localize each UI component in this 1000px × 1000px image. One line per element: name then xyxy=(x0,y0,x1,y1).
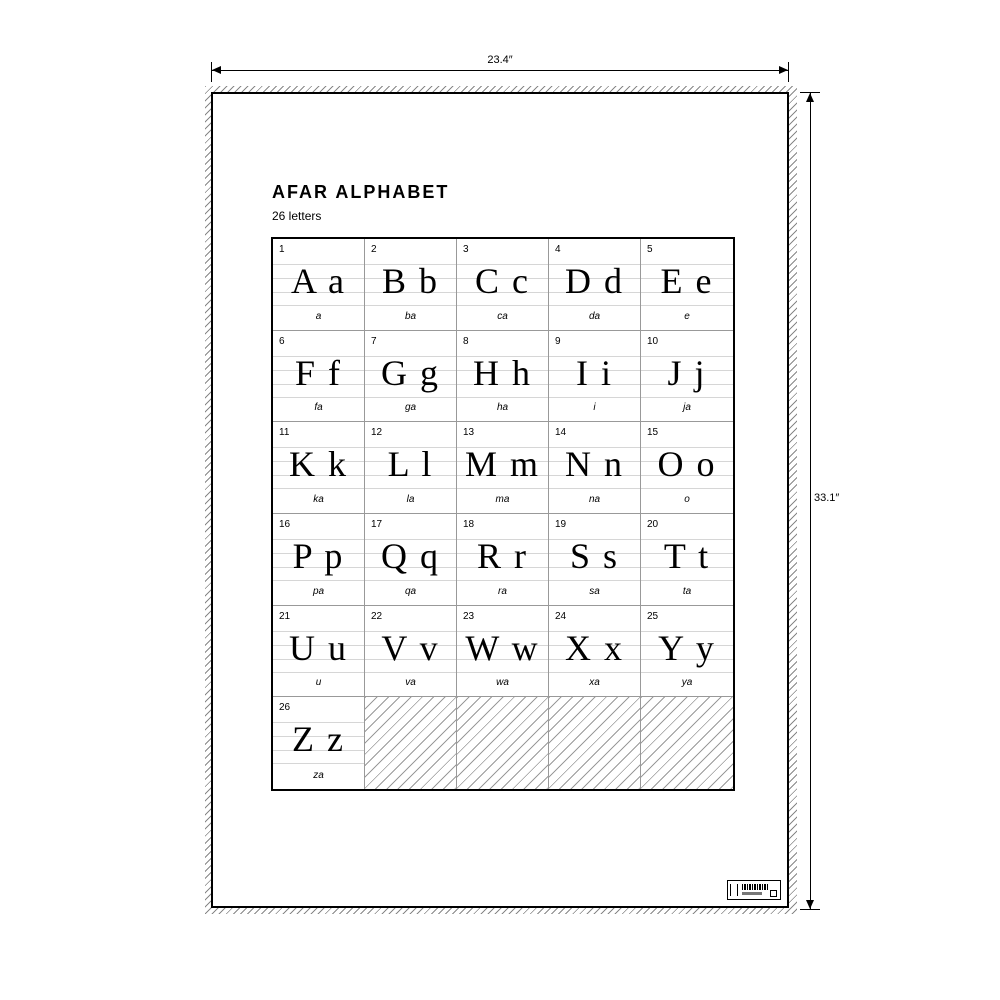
letter-sound: za xyxy=(313,769,324,781)
poster-title: AFAR ALPHABET xyxy=(272,182,450,202)
letter-number: 18 xyxy=(463,518,475,530)
letter-glyphs: G g xyxy=(381,352,440,393)
letter-sound: fa xyxy=(314,402,323,414)
letter-number: 2 xyxy=(371,244,377,255)
letter-sound: ca xyxy=(497,310,508,322)
letter-glyphs: N n xyxy=(565,444,624,485)
letter-glyphs: Q q xyxy=(381,535,440,576)
letter-glyphs: V v xyxy=(381,627,440,668)
width-dimension xyxy=(211,54,789,80)
empty-cell xyxy=(457,697,549,789)
letter-sound: na xyxy=(588,493,601,505)
empty-cell xyxy=(641,697,733,789)
letter-glyphs: F f xyxy=(294,352,342,393)
letter-cell xyxy=(365,514,457,606)
barcode-icon xyxy=(742,884,768,890)
letter-number: 19 xyxy=(555,518,567,530)
letter-sound: sa xyxy=(589,585,600,597)
letter-sound: i xyxy=(593,402,596,414)
letter-sound: pa xyxy=(312,585,325,597)
letter-sound: ya xyxy=(681,677,693,689)
letter-sound: ta xyxy=(682,585,692,597)
letter-cell xyxy=(641,606,733,698)
letter-sound: la xyxy=(406,493,415,505)
label-mark xyxy=(730,884,738,896)
letter-number: 10 xyxy=(647,335,659,347)
letter-cell xyxy=(365,606,457,698)
barcode-label xyxy=(727,880,781,900)
letter-number: 23 xyxy=(463,610,475,622)
letter-cell xyxy=(641,514,733,606)
letter-sound: ma xyxy=(495,493,510,505)
label-box-icon xyxy=(770,890,777,897)
letter-number: 25 xyxy=(647,610,659,622)
letter-sound: va xyxy=(405,677,416,689)
letter-cell xyxy=(273,514,365,606)
letter-glyphs: X x xyxy=(565,627,624,668)
arrow-down-icon xyxy=(806,900,814,909)
letter-sound: wa xyxy=(496,677,509,689)
letter-glyphs: J j xyxy=(667,352,707,393)
letter-number: 6 xyxy=(279,335,285,347)
height-dimension xyxy=(800,92,840,910)
poster-subtitle: 26 letters xyxy=(272,209,322,223)
alphabet-grid xyxy=(271,237,735,791)
letter-cell xyxy=(457,239,549,331)
letter-number: 14 xyxy=(555,427,567,439)
letter-cell xyxy=(549,422,641,514)
letter-sound: ha xyxy=(496,402,509,414)
letter-sound: ra xyxy=(498,585,507,597)
letter-cell xyxy=(273,697,365,789)
letter-glyphs: T t xyxy=(663,535,711,576)
letter-cell xyxy=(549,331,641,423)
letter-cell xyxy=(549,239,641,331)
letter-sound: xa xyxy=(589,677,600,689)
letter-number: 5 xyxy=(647,244,653,255)
letter-number: 12 xyxy=(371,427,383,439)
letter-sound: ka xyxy=(313,493,324,505)
letter-cell xyxy=(273,331,365,423)
letter-glyphs: L l xyxy=(387,444,434,485)
width-dimension-label: 23.4″ xyxy=(487,54,513,66)
letter-number: 15 xyxy=(647,427,659,439)
letter-glyphs: H h xyxy=(473,352,532,393)
letter-cell xyxy=(549,514,641,606)
letter-sound: da xyxy=(588,310,601,322)
letter-cell xyxy=(457,514,549,606)
letter-number: 8 xyxy=(463,335,469,347)
letter-number: 17 xyxy=(371,518,383,530)
letter-cell xyxy=(549,606,641,698)
letter-number: 1 xyxy=(279,244,285,255)
letter-glyphs: C c xyxy=(475,261,530,301)
letter-number: 7 xyxy=(371,335,377,347)
letter-cell xyxy=(365,239,457,331)
letter-glyphs: D d xyxy=(565,261,624,301)
letter-glyphs: Y y xyxy=(658,627,716,668)
letter-sound: a xyxy=(315,310,322,322)
letter-glyphs: R r xyxy=(477,535,528,576)
width-dimension-line xyxy=(211,70,789,71)
letter-glyphs: S s xyxy=(569,535,620,576)
letter-glyphs: B b xyxy=(381,261,439,301)
letter-cell xyxy=(457,331,549,423)
letter-number: 3 xyxy=(463,244,469,255)
label-code-strip xyxy=(742,892,762,895)
letter-cell xyxy=(365,331,457,423)
height-dimension-line xyxy=(810,92,811,910)
letter-cell xyxy=(273,606,365,698)
letter-number: 21 xyxy=(279,610,291,622)
empty-cell xyxy=(365,697,457,789)
letter-cell xyxy=(641,422,733,514)
letter-glyphs: Z z xyxy=(292,719,345,760)
letter-sound: e xyxy=(684,310,690,322)
letter-glyphs: I i xyxy=(576,352,613,393)
letter-number: 16 xyxy=(279,518,291,530)
letter-sound: ga xyxy=(404,402,417,414)
letter-sound: ja xyxy=(683,402,691,414)
letter-cell xyxy=(365,422,457,514)
letter-sound: ba xyxy=(404,310,417,322)
letter-sound: qa xyxy=(404,585,417,597)
letter-number: 4 xyxy=(555,244,561,255)
letter-number: 11 xyxy=(279,427,290,439)
letter-cell xyxy=(273,239,365,331)
letter-glyphs: K k xyxy=(289,444,348,485)
letter-cell xyxy=(457,606,549,698)
arrow-left-icon xyxy=(212,66,221,74)
letter-cell xyxy=(641,239,733,331)
letter-cell xyxy=(273,422,365,514)
letter-sound: o xyxy=(684,493,690,505)
letter-glyphs: W w xyxy=(465,627,540,668)
letter-glyphs: E e xyxy=(660,261,714,301)
height-dimension-tick-bottom xyxy=(800,909,820,910)
letter-glyphs: O o xyxy=(657,444,717,485)
letter-number: 13 xyxy=(463,427,475,439)
arrow-right-icon xyxy=(779,66,788,74)
letter-glyphs: P p xyxy=(292,535,345,576)
empty-cell xyxy=(549,697,641,789)
letter-cell xyxy=(641,331,733,423)
letter-number: 26 xyxy=(279,702,291,714)
letter-number: 20 xyxy=(647,518,659,530)
poster xyxy=(211,92,789,908)
arrow-up-icon xyxy=(806,93,814,102)
height-dimension-label: 33.1″ xyxy=(814,492,840,504)
letter-number: 9 xyxy=(555,335,561,347)
letter-number: 24 xyxy=(555,610,567,622)
letter-number: 22 xyxy=(371,610,383,622)
letter-glyphs: A a xyxy=(291,261,346,301)
letter-cell xyxy=(457,422,549,514)
letter-sound: u xyxy=(315,677,322,689)
letter-glyphs: M m xyxy=(464,444,540,485)
letter-glyphs: U u xyxy=(289,627,348,668)
